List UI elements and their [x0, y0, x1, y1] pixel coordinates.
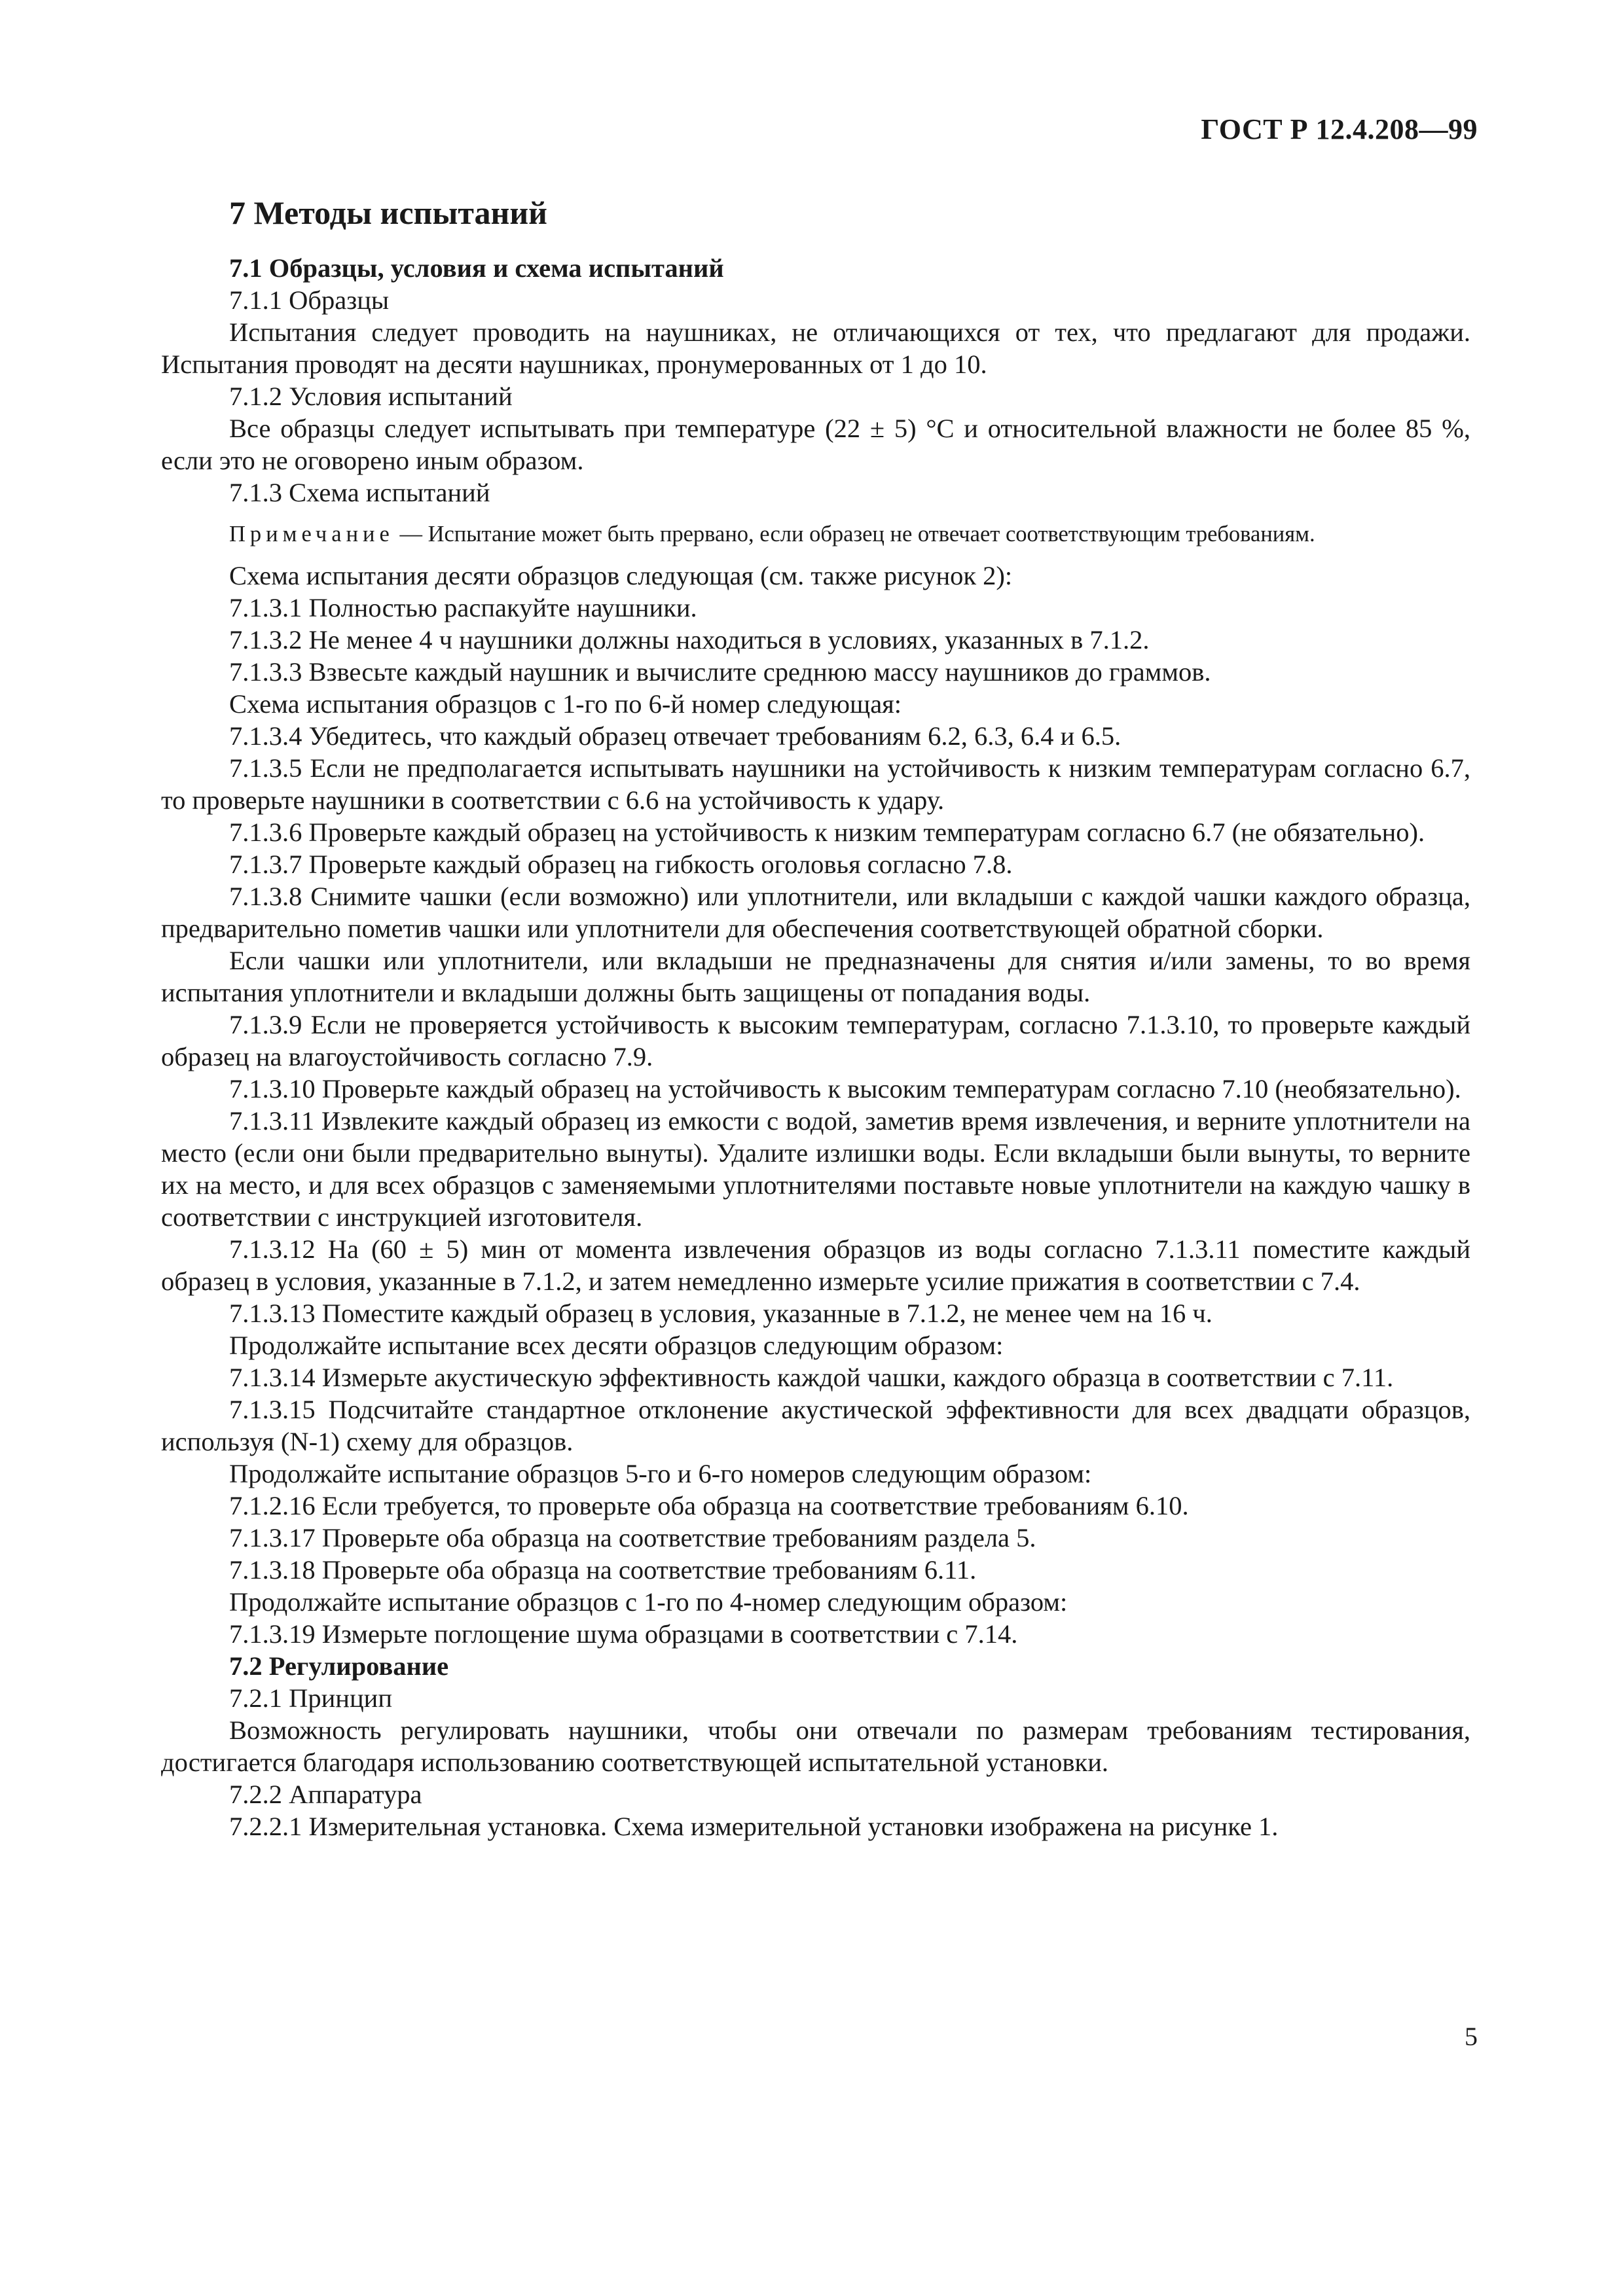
section-title: 7 Методы испытаний: [229, 194, 547, 231]
body-paragraph: 7.2.1 Принцип: [229, 1683, 392, 1713]
body-paragraph: 7.1.3.11 Извлеките каждый образец из емкости с водой, заметив время извлечения, и верните уплотнители на место (если они были предварительно вынуты). Удалите излишки воды. Если вкладыши были вынуты, то верните их на место, и для всех образцов с заменяемыми уплотнителями поставьте новые уплотнители на каждую чашку в соответствии с инструкцией изготовителя.: [161, 1106, 1470, 1232]
page-number: 5: [1465, 2022, 1478, 2051]
body-paragraph: 7.1.2.16 Если требуется, то проверьте оба образца на соответствие требованиям 6.10.: [229, 1491, 1189, 1520]
body-paragraph: Если чашки или уплотнители, или вкладыши не предназначены для снятия и/или замены, то во время испытания уплотнители и вкладыши должны быть защищены от попадания воды.: [161, 946, 1470, 1007]
body-paragraph: 7.1.3.10 Проверьте каждый образец на устойчивость к высоким температурам согласно 7.10 (необязательно).: [229, 1074, 1461, 1103]
body-paragraph: 7.1.3.17 Проверьте оба образца на соответствие требованиям раздела 5.: [229, 1523, 1036, 1552]
body-paragraph: Продолжайте испытание образцов 5-го и 6-го номеров следующим образом:: [229, 1459, 1092, 1488]
body-paragraph: Продолжайте испытание всех десяти образцов следующим образом:: [229, 1331, 1004, 1360]
subsection-heading: 7.2 Регулирование: [229, 1651, 449, 1681]
body-paragraph: Схема испытания десяти образцов следующая (см. также рисунок 2):: [229, 561, 1013, 590]
body-paragraph: Продолжайте испытание образцов с 1-го по 4-номер следующим образом:: [229, 1587, 1068, 1617]
body-paragraph: 7.2.2 Аппаратура: [229, 1780, 422, 1809]
body-paragraph: Возможность регулировать наушники, чтобы они отвечали по размерам требованиям тестирования, достигается благодаря использованию соответствующей испытательной установки.: [161, 1715, 1470, 1777]
body-paragraph: 7.1.3.15 Подсчитайте стандартное отклонение акустической эффективности для всех двадцати образцов, используя (N-1) схему для образцов.: [161, 1395, 1470, 1456]
body-paragraph: Испытания следует проводить на наушниках, не отличающихся от тех, что предлагают для продажи. Испытания проводят на десяти наушниках, пронумерованных от 1 до 10.: [161, 317, 1470, 379]
body-paragraph: 7.1.3.5 Если не предполагается испытывать наушники на устойчивость к низким температурам согласно 6.7, то проверьте наушники в соответствии с 6.6 на устойчивость к удару.: [161, 753, 1470, 815]
document-code-header: ГОСТ Р 12.4.208—99: [1201, 113, 1478, 145]
body-paragraph: 7.1.3.19 Измерьте поглощение шума образцами в соответствии с 7.14.: [229, 1619, 1018, 1649]
body-paragraph: 7.1.1 Образцы: [229, 285, 390, 315]
note-label: Примечание: [229, 522, 394, 547]
body-paragraph: 7.1.3 Схема испытаний: [229, 478, 490, 507]
paragraph-list: [161, 252, 1470, 1842]
body-paragraph: 7.1.3.7 Проверьте каждый образец на гибкость оголовья согласно 7.8.: [229, 850, 1013, 879]
body-paragraph: 7.1.3.9 Если не проверяется устойчивость к высоким температурам, согласно 7.1.3.10, то проверьте каждый образец на влагоустойчивость согласно 7.9.: [161, 1010, 1470, 1071]
body-paragraph: 7.1.3.13 Поместите каждый образец в условия, указанные в 7.1.2, не менее чем на 16 ч.: [229, 1299, 1213, 1328]
body-paragraph: 7.1.3.3 Взвесьте каждый наушник и вычислите среднюю массу наушников до граммов.: [229, 657, 1211, 687]
body-paragraph: 7.1.3.8 Снимите чашки (если возможно) или уплотнители, или вкладыши с каждой чашки каждого образца, предварительно пометив чашки или уплотнители для обеспечения соответствующей обратной сборки.: [161, 882, 1470, 943]
body-paragraph: 7.1.3.4 Убедитесь, что каждый образец отвечает требованиям 6.2, 6.3, 6.4 и 6.5.: [229, 721, 1122, 751]
body-paragraph: 7.2.2.1 Измерительная установка. Схема измерительной установки изображена на рисунке 1.: [229, 1812, 1279, 1841]
body-paragraph: 7.1.2 Условия испытаний: [229, 382, 513, 411]
document-body: [161, 193, 1470, 1842]
body-paragraph: Все образцы следует испытывать при температуре (22 ± 5) °С и относительной влажности не более 85 %, если это не оговорено иным образом.: [161, 414, 1470, 475]
body-paragraph: 7.1.3.12 На (60 ± 5) мин от момента извлечения образцов из воды согласно 7.1.3.11 поместите каждый образец в условия, указанные в 7.1.2, и затем немедленно измерьте усилие прижатия в соответствии с 7.4.: [161, 1234, 1470, 1296]
body-paragraph: 7.1.3.2 Не менее 4 ч наушники должны находиться в условиях, указанных в 7.1.2.: [229, 625, 1150, 655]
body-paragraph: 7.1.3.18 Проверьте оба образца на соответствие требованиям 6.11.: [229, 1555, 977, 1585]
body-paragraph: 7.1.3.1 Полностью распакуйте наушники.: [229, 593, 697, 622]
body-paragraph: Схема испытания образцов с 1-го по 6-й номер следующая:: [229, 689, 902, 719]
body-paragraph: 7.1.3.6 Проверьте каждый образец на устойчивость к низким температурам согласно 6.7 (не обязательно).: [229, 817, 1425, 847]
note-paragraph: [161, 520, 1470, 548]
note-text: — Испытание может быть прервано, если образец не отвечает соответствующим требованиям.: [393, 522, 1315, 547]
body-paragraph: 7.1.3.14 Измерьте акустическую эффективность каждой чашки, каждого образца в соответствии с 7.11.: [229, 1363, 1394, 1392]
subsection-heading: 7.1 Образцы, условия и схема испытаний: [229, 253, 724, 283]
